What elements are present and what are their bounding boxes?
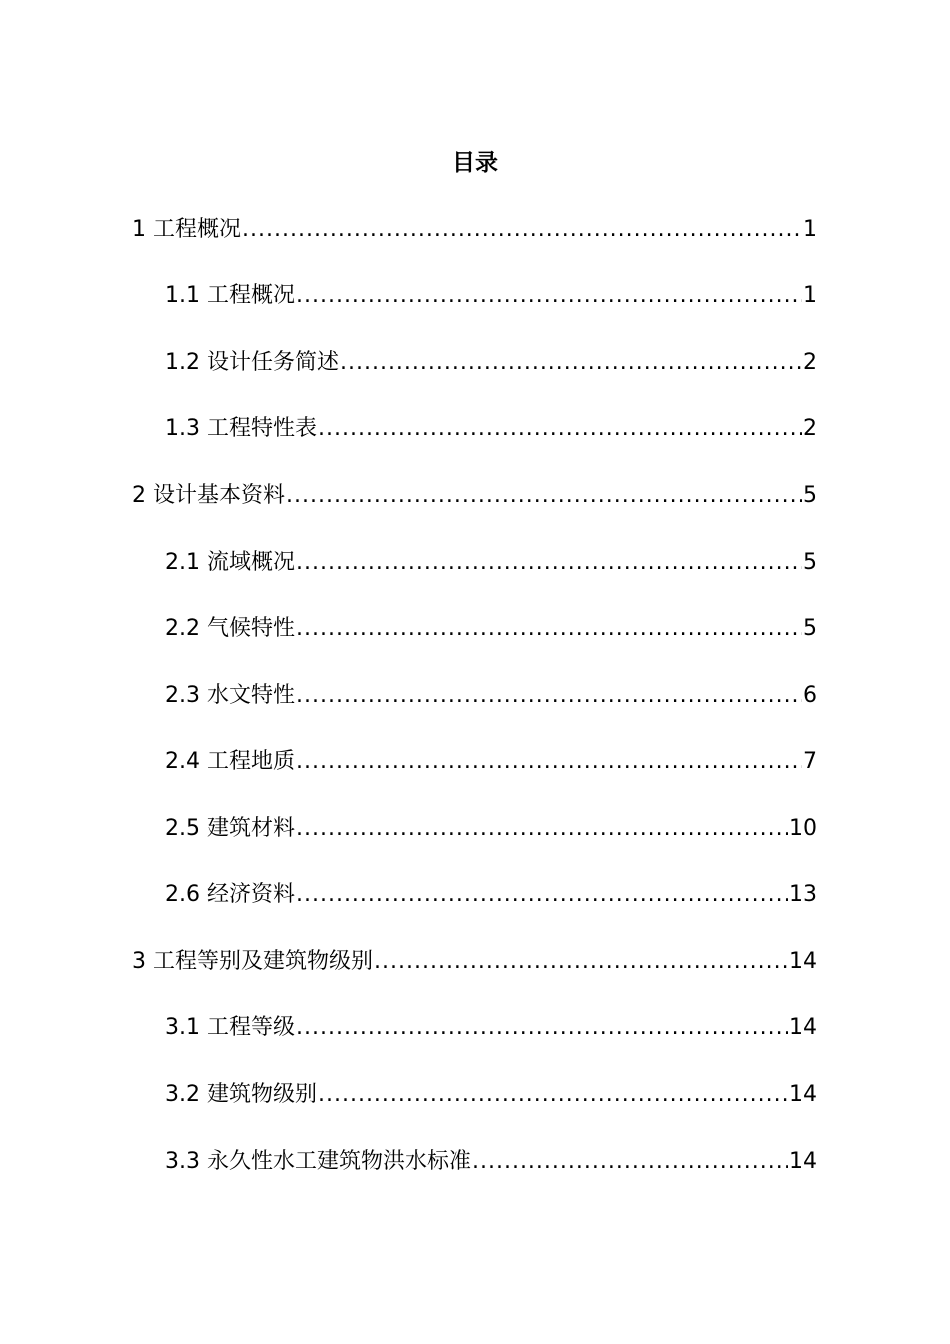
toc-entry-label: 2.4 工程地质 (165, 749, 295, 774)
toc-entry-label: 2.2 气候特性 (165, 616, 295, 641)
toc-entry-page: 2 (803, 416, 817, 441)
toc-entry-1-2[interactable] (165, 346, 817, 380)
toc-entry-label: 2.5 建筑材料 (165, 816, 295, 841)
toc-entry-page: 1 (803, 283, 817, 308)
toc-leader (340, 346, 802, 380)
toc-leader (296, 546, 802, 580)
toc-leader (296, 812, 788, 846)
toc-entry-page: 5 (803, 483, 817, 508)
toc-entry-2-4[interactable] (165, 745, 817, 779)
toc-entry-2-5[interactable] (165, 812, 817, 846)
toc-entry-2-3[interactable] (165, 679, 817, 713)
toc-entry-page: 5 (803, 550, 817, 575)
toc-leader (318, 412, 802, 446)
toc-entry-label: 1.1 工程概况 (165, 283, 295, 308)
toc-leader (472, 1145, 788, 1179)
toc-entry-page: 14 (789, 1015, 817, 1040)
toc-leader (296, 279, 802, 313)
toc-entry-label: 1.2 设计任务简述 (165, 350, 339, 375)
toc-entry-page: 10 (789, 816, 817, 841)
toc-entry-page: 1 (803, 217, 817, 242)
toc-leader (296, 745, 802, 779)
toc-entry-2-2[interactable] (165, 612, 817, 646)
toc-leader (296, 679, 802, 713)
toc-entry-label: 3.2 建筑物级别 (165, 1082, 317, 1107)
toc-leader (318, 1078, 788, 1112)
toc-entry-label: 2.6 经济资料 (165, 882, 295, 907)
toc-entry-label: 2.1 流域概况 (165, 550, 295, 575)
toc-entry-page: 13 (789, 882, 817, 907)
toc-leader (242, 213, 802, 247)
toc-entry-page: 6 (803, 683, 817, 708)
toc-entry-2-1[interactable] (165, 546, 817, 580)
toc-entry-1[interactable] (132, 213, 817, 247)
toc-entry-2[interactable] (132, 479, 817, 513)
toc-entry-3[interactable] (132, 945, 817, 979)
toc-entry-page: 14 (789, 1082, 817, 1107)
toc-leader (296, 612, 802, 646)
toc-entry-2-6[interactable] (165, 878, 817, 912)
toc-leader (374, 945, 788, 979)
toc-entry-page: 2 (803, 350, 817, 375)
toc-entry-label: 3 工程等别及建筑物级别 (132, 949, 373, 974)
toc-entry-page: 5 (803, 616, 817, 641)
toc-entry-label: 3.3 永久性水工建筑物洪水标准 (165, 1149, 471, 1174)
toc-entry-page: 14 (789, 1149, 817, 1174)
toc-entry-page: 14 (789, 949, 817, 974)
toc-entry-1-1[interactable] (165, 279, 817, 313)
toc-leader (286, 479, 802, 513)
toc-entry-label: 2 设计基本资料 (132, 483, 285, 508)
toc-entry-label: 2.3 水文特性 (165, 683, 295, 708)
toc-entry-3-3[interactable] (165, 1145, 817, 1179)
toc-entry-label: 1 工程概况 (132, 217, 241, 242)
toc-entry-label: 1.3 工程特性表 (165, 416, 317, 441)
toc-title: 目录 (452, 150, 498, 176)
toc-leader (296, 878, 788, 912)
toc-entry-label: 3.1 工程等级 (165, 1015, 295, 1040)
toc-entry-3-1[interactable] (165, 1011, 817, 1045)
toc-entry-3-2[interactable] (165, 1078, 817, 1112)
toc-leader (296, 1011, 788, 1045)
toc-entry-1-3[interactable] (165, 412, 817, 446)
toc-entry-page: 7 (803, 749, 817, 774)
